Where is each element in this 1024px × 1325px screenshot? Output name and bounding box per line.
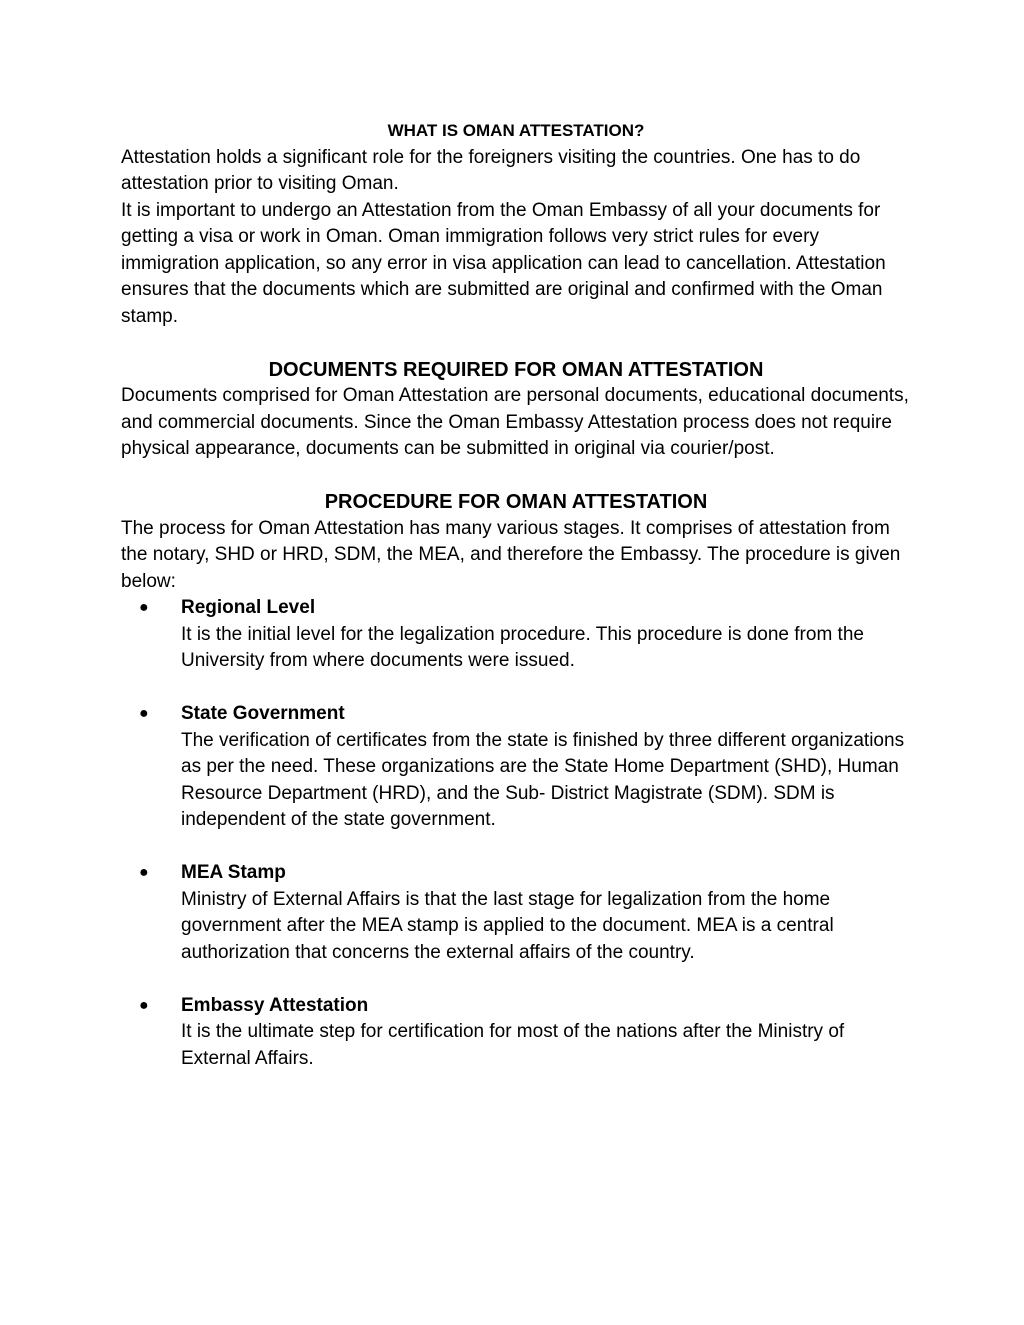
step-description: It is the ultimate step for certification for most of the nations after the Ministry of External Affairs. (181, 1021, 845, 1069)
documents-paragraph: Documents comprised for Oman Attestation are personal documents, educational documents, and commercial documents. Since the Oman Embassy Attestation process does not require physical appearance, documents can be submitted in original via courier/post. (121, 385, 909, 459)
intro-paragraph: Attestation holds a significant role for the foreigners visiting the countries. One has to do attestation prior to visiting Oman. (121, 146, 861, 194)
step-description: Ministry of External Affairs is that the last stage for legalization from the home government after the MEA stamp is applied to the document. MEA is a central authorization that concerns the external affairs of the country. (181, 888, 834, 963)
list-spacer (121, 675, 911, 702)
importance-paragraph: It is important to undergo an Attestation from the Oman Embassy of all your documents for getting a visa or work in Oman. Oman immigration follows very strict rules for every immigration application, so any error in visa application can lead to cancellation. Attestation ensures that the documents which are submitted are original and confirmed with the Oman stamp. (121, 199, 886, 327)
procedure-steps-list (121, 595, 911, 1072)
procedure-paragraph: The process for Oman Attestation has many various stages. It comprises of attestation from the notary, SHD or HRD, SDM, the MEA, and therefore the Embassy. The procedure is given below: (121, 517, 901, 592)
step-description: It is the initial level for the legalization procedure. This procedure is done from the University from where documents were issued. (181, 623, 864, 671)
list-spacer (121, 966, 911, 993)
list-spacer (121, 834, 911, 861)
list-item-regional-level (121, 595, 911, 675)
step-description: The verification of certificates from the state is finished by three different organizations as per the need. These organizations are the State Home Department (SHD), Human Resource Department (HRD), and the Sub- District Magistrate (SDM). SDM is independent of the state government. (181, 729, 905, 830)
section-heading-what-is: WHAT IS OMAN ATTESTATION? (387, 121, 645, 140)
section-heading-documents: DOCUMENTS REQUIRED FOR OMAN ATTESTATION (268, 358, 764, 381)
section-spacer (121, 463, 911, 490)
list-item-state-government (121, 701, 911, 834)
bullet-icon: ● (139, 864, 149, 881)
section-spacer (121, 330, 911, 357)
bullet-icon: ● (139, 996, 149, 1014)
step-title: Regional Level (181, 597, 316, 618)
bullet-icon: ● (139, 599, 149, 616)
list-item-embassy-attestation (121, 993, 911, 1073)
step-title: MEA Stamp (181, 862, 286, 883)
bullet-icon: ● (139, 705, 149, 722)
document-page (121, 118, 911, 1072)
step-title: Embassy Attestation (181, 994, 369, 1016)
list-item-mea-stamp (121, 860, 911, 966)
section-heading-procedure: PROCEDURE FOR OMAN ATTESTATION (324, 491, 708, 513)
step-title: State Government (181, 703, 345, 724)
